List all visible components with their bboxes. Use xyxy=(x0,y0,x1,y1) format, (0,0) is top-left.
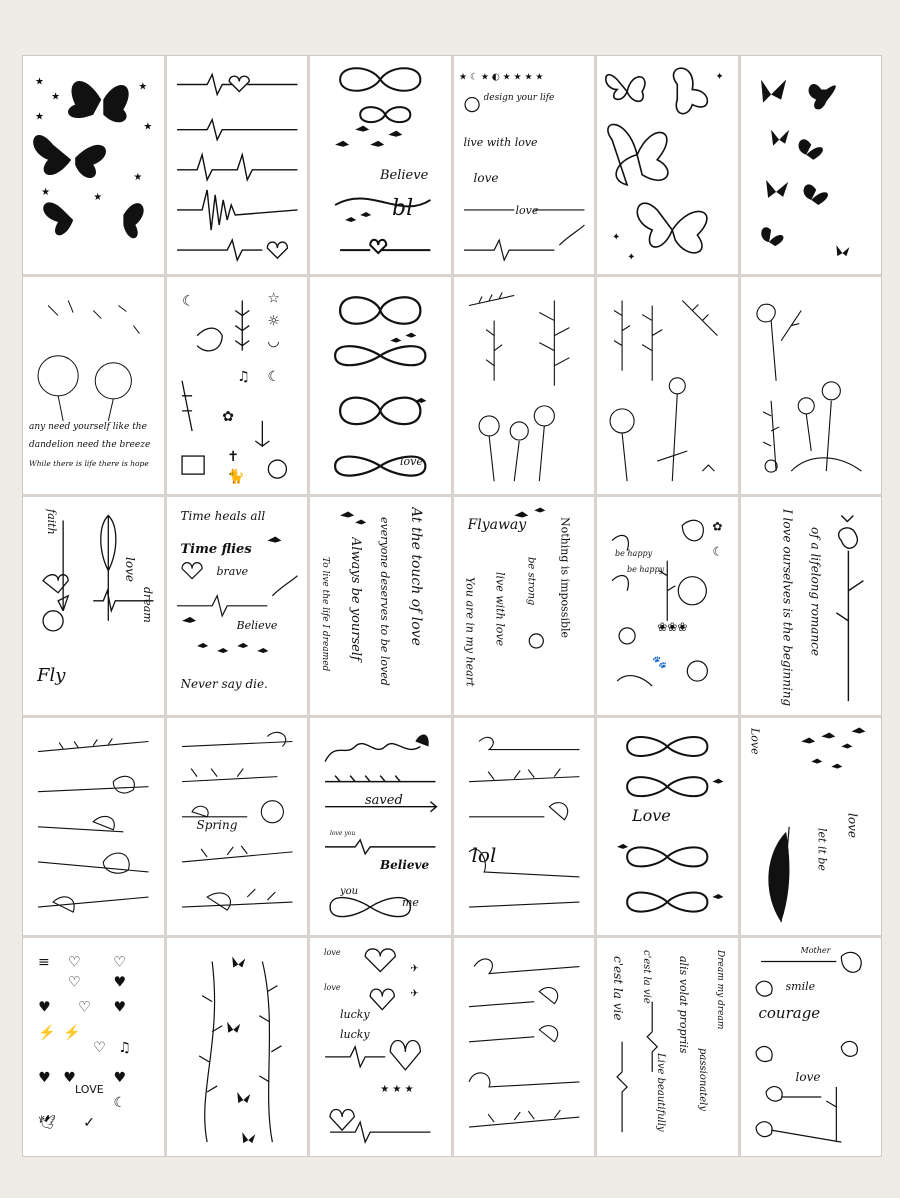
tattoo-text-you: you xyxy=(340,885,359,897)
tattoo-text-love-6: love xyxy=(795,1070,821,1085)
tattoo-text-spring: Spring xyxy=(196,817,238,832)
tattoo-text-design: design your life xyxy=(483,93,555,103)
tattoo-text-always-be-yourself: Always be yourself xyxy=(348,537,363,661)
svg-text:🕊: 🕊 xyxy=(38,1115,56,1132)
tattoo-text-dream: dream xyxy=(141,587,154,623)
feather-birds-illustration xyxy=(741,718,882,936)
card-faith-love-dream xyxy=(23,497,164,715)
cats-butterflies-illustration xyxy=(597,497,738,715)
svg-text:✿: ✿ xyxy=(712,519,723,534)
svg-text:☾: ☾ xyxy=(113,1095,126,1112)
infinity-love-illustration xyxy=(597,718,738,936)
tattoo-sheet-grid xyxy=(22,55,882,1157)
tattoo-text-live-beautifully: Live beautifully xyxy=(655,1053,666,1133)
svg-text:★: ★ xyxy=(35,76,45,88)
card-cest-la-vie xyxy=(597,938,738,1156)
svg-text:♡: ♡ xyxy=(78,1000,91,1017)
tattoo-text-heart-love-2: love xyxy=(324,983,341,993)
card-botanical-1 xyxy=(454,277,595,495)
tattoo-text-lifelong-romance: of a lifelong romance xyxy=(808,527,823,657)
tattoo-text-lol: lol xyxy=(471,842,497,867)
svg-text:🐾: 🐾 xyxy=(652,655,668,670)
tattoo-text-smile: smile xyxy=(785,980,816,994)
outline-butterflies-illustration xyxy=(597,56,738,274)
svg-text:★: ★ xyxy=(51,91,61,103)
svg-text:♡: ♡ xyxy=(93,1040,106,1057)
card-infinity-variations xyxy=(310,277,451,495)
svg-text:✓: ✓ xyxy=(83,1115,95,1132)
card-butterflies-stars xyxy=(23,56,164,274)
tattoo-text-never-say-die: Never say die. xyxy=(180,677,268,692)
svg-text:★: ★ xyxy=(143,121,153,133)
svg-text:♥: ♥ xyxy=(113,1000,126,1017)
card-roses-sprigs xyxy=(454,938,595,1156)
tattoo-text-cest-la-vie-2: c'est la vie xyxy=(641,950,652,1005)
card-silhouette-butterflies xyxy=(741,56,882,274)
svg-text:♥: ♥ xyxy=(113,1070,126,1087)
tattoo-text-cest-la-vie-1: c'est la vie xyxy=(611,956,625,1021)
card-vines-butterflies xyxy=(167,938,308,1156)
heartbeat-lines-illustration xyxy=(167,56,308,274)
svg-text:♥: ♥ xyxy=(63,1070,76,1087)
card-waves-believe xyxy=(310,718,451,936)
tattoo-text-love-4: Love xyxy=(748,727,762,755)
svg-text:☾: ☾ xyxy=(712,544,724,559)
tattoo-text-live-with-love: live with love xyxy=(463,136,538,149)
tattoo-text-love-2: love xyxy=(515,204,539,217)
svg-text:♡: ♡ xyxy=(68,954,81,971)
card-outline-butterflies xyxy=(597,56,738,274)
card-lucky-hearts xyxy=(310,938,451,1156)
tattoo-text-alis-volat: alis volat propriis xyxy=(677,956,690,1054)
svg-text:♥: ♥ xyxy=(38,1000,51,1017)
tattoo-text-be-happy-2: be happy xyxy=(627,565,665,575)
svg-text:❀❀❀: ❀❀❀ xyxy=(657,620,688,635)
tattoo-text-brave: brave xyxy=(216,565,249,579)
card-cats-butterflies xyxy=(597,497,738,715)
card-infinity-love xyxy=(597,718,738,936)
card-vertical-quotes-1 xyxy=(310,497,451,715)
svg-text:♥: ♥ xyxy=(113,974,126,991)
infinity-birds-illustration xyxy=(310,56,451,274)
svg-text:★: ★ xyxy=(41,186,51,198)
svg-text:★: ★ xyxy=(35,111,45,123)
tattoo-text-love-ourselves: I love ourselves is the beginning xyxy=(780,509,795,707)
tattoo-text-believe-3: Believe xyxy=(380,857,430,872)
floral-sprigs-1-illustration xyxy=(23,718,164,936)
floral-sprigs-2-illustration xyxy=(454,718,595,936)
tattoo-text-live-with-love-vertical: live with love xyxy=(493,572,507,647)
butterflies-stars-illustration xyxy=(23,56,164,274)
hearts-icons-illustration xyxy=(23,938,164,1156)
botanical-2-illustration xyxy=(597,277,738,495)
tattoo-text-lucky-2: lucky xyxy=(340,1028,370,1042)
svg-text:✦: ✦ xyxy=(612,232,621,244)
tattoo-text-fly: Fly xyxy=(37,665,66,687)
botanical-1-illustration xyxy=(454,277,595,495)
tattoo-text-bl: bl xyxy=(392,196,414,221)
svg-text:♡: ♡ xyxy=(113,954,126,971)
botanical-3-illustration xyxy=(741,277,882,495)
svg-text:☼: ☼ xyxy=(266,313,280,330)
svg-text:★ ★ ★: ★ ★ ★ xyxy=(380,1084,414,1096)
vines-butterflies-illustration xyxy=(167,938,308,1156)
svg-text:≡: ≡ xyxy=(38,954,50,971)
tattoo-text-let-it-be: let it be xyxy=(815,827,829,871)
tattoo-text-live-life-dreamed: To live the life I dreamed xyxy=(320,557,330,672)
tattoo-text-dandelion-2: dandelion need the breeze xyxy=(29,439,151,450)
tattoo-text-faith: faith xyxy=(45,509,58,535)
card-mother-courage xyxy=(741,938,882,1156)
svg-text:♥: ♥ xyxy=(38,1070,51,1087)
silhouette-butterflies-illustration xyxy=(741,56,882,274)
card-love-yourself-rose xyxy=(741,497,882,715)
svg-text:★: ★ xyxy=(133,171,143,183)
tattoo-text-flyaway: Flyaway xyxy=(467,517,527,534)
tattoo-text-mother: Mother xyxy=(800,946,831,956)
svg-text:★ ☾ ★ ◐ ★ ★ ★ ★: ★ ☾ ★ ◐ ★ ★ ★ ★ xyxy=(458,72,544,83)
svg-text:☆: ☆ xyxy=(266,290,280,307)
svg-text:✈: ✈ xyxy=(410,989,419,1001)
svg-text:🐈: 🐈 xyxy=(226,468,245,485)
card-botanical-2 xyxy=(597,277,738,495)
card-hearts-icons xyxy=(23,938,164,1156)
tattoo-text-in-my-heart: You are in my heart xyxy=(463,577,477,687)
svg-text:✦: ✦ xyxy=(715,71,724,83)
card-small-symbols xyxy=(167,277,308,495)
tattoo-text-dandelion-3: While there is life there is hope xyxy=(29,458,149,468)
space-lines-illustration xyxy=(454,56,595,274)
tattoo-text-heart-love-1: love xyxy=(324,948,341,958)
card-floral-sprigs-2 xyxy=(454,718,595,936)
card-vertical-quotes-2 xyxy=(454,497,595,715)
tattoo-text-believe: Believe xyxy=(380,168,429,183)
card-space-lines xyxy=(454,56,595,274)
roses-sprigs-illustration xyxy=(454,938,595,1156)
svg-text:♫: ♫ xyxy=(118,1040,131,1057)
svg-text:★: ★ xyxy=(93,191,103,203)
tattoo-text-believe-2: Believe xyxy=(236,619,278,633)
svg-text:★: ★ xyxy=(138,81,148,93)
tattoo-text-passionately: passionately xyxy=(697,1048,708,1112)
tattoo-text-love: love xyxy=(473,171,499,185)
card-spring-flowers xyxy=(167,718,308,936)
tattoo-text-love-you-small: love you xyxy=(330,829,356,837)
tattoo-text-love-3: Love xyxy=(632,805,671,825)
card-feather-birds xyxy=(741,718,882,936)
tattoo-text-love-caps: LOVE xyxy=(75,1083,104,1097)
card-botanical-3 xyxy=(741,277,882,495)
svg-text:✝: ✝ xyxy=(226,448,239,465)
tattoo-text-touch-of-love: At the touch of love xyxy=(408,507,424,647)
svg-text:✦: ✦ xyxy=(627,252,636,264)
card-infinity-birds xyxy=(310,56,451,274)
tattoo-text-be-strong: be strong xyxy=(525,557,537,606)
lucky-hearts-illustration xyxy=(310,938,451,1156)
svg-text:☾: ☾ xyxy=(181,293,195,310)
tattoo-text-time-heals: Time heals all xyxy=(180,509,266,524)
svg-text:✿: ✿ xyxy=(221,408,234,425)
card-time-heals xyxy=(167,497,308,715)
tattoo-text-everyone-deserves: everyone deserves to be loved xyxy=(378,517,391,686)
tattoo-text-courage: courage xyxy=(758,1004,821,1023)
tattoo-text-me: me xyxy=(402,895,419,909)
svg-text:✈: ✈ xyxy=(410,963,419,975)
small-symbols-illustration xyxy=(167,277,308,495)
card-heartbeat-lines xyxy=(167,56,308,274)
tattoo-text-lucky-1: lucky xyxy=(340,1008,370,1022)
tattoo-text-saved: saved xyxy=(365,792,403,808)
tattoo-text-infinity-love: love xyxy=(400,454,423,468)
svg-text:⚡: ⚡ xyxy=(63,1025,81,1042)
tattoo-text-love-vertical: love xyxy=(123,557,137,583)
tattoo-text-dandelion-1: any need yourself like the xyxy=(29,421,147,432)
tattoo-text-love-5: love xyxy=(845,812,860,838)
tattoo-text-nothing-impossible: Nothing is impossible xyxy=(558,517,572,639)
card-floral-sprigs-1 xyxy=(23,718,164,936)
svg-text:☾: ☾ xyxy=(266,368,280,385)
tattoo-text-dream-my-dream: Dream my dream xyxy=(715,950,725,1030)
svg-text:⚡: ⚡ xyxy=(38,1025,56,1042)
svg-text:♫: ♫ xyxy=(236,368,250,385)
svg-text:♡: ♡ xyxy=(68,974,81,991)
tattoo-text-time-flies: Time flies xyxy=(180,542,252,558)
mother-courage-illustration xyxy=(741,938,882,1156)
svg-text:◡: ◡ xyxy=(266,333,280,350)
card-dandelion xyxy=(23,277,164,495)
tattoo-text-be-happy-1: be happy xyxy=(615,549,653,559)
